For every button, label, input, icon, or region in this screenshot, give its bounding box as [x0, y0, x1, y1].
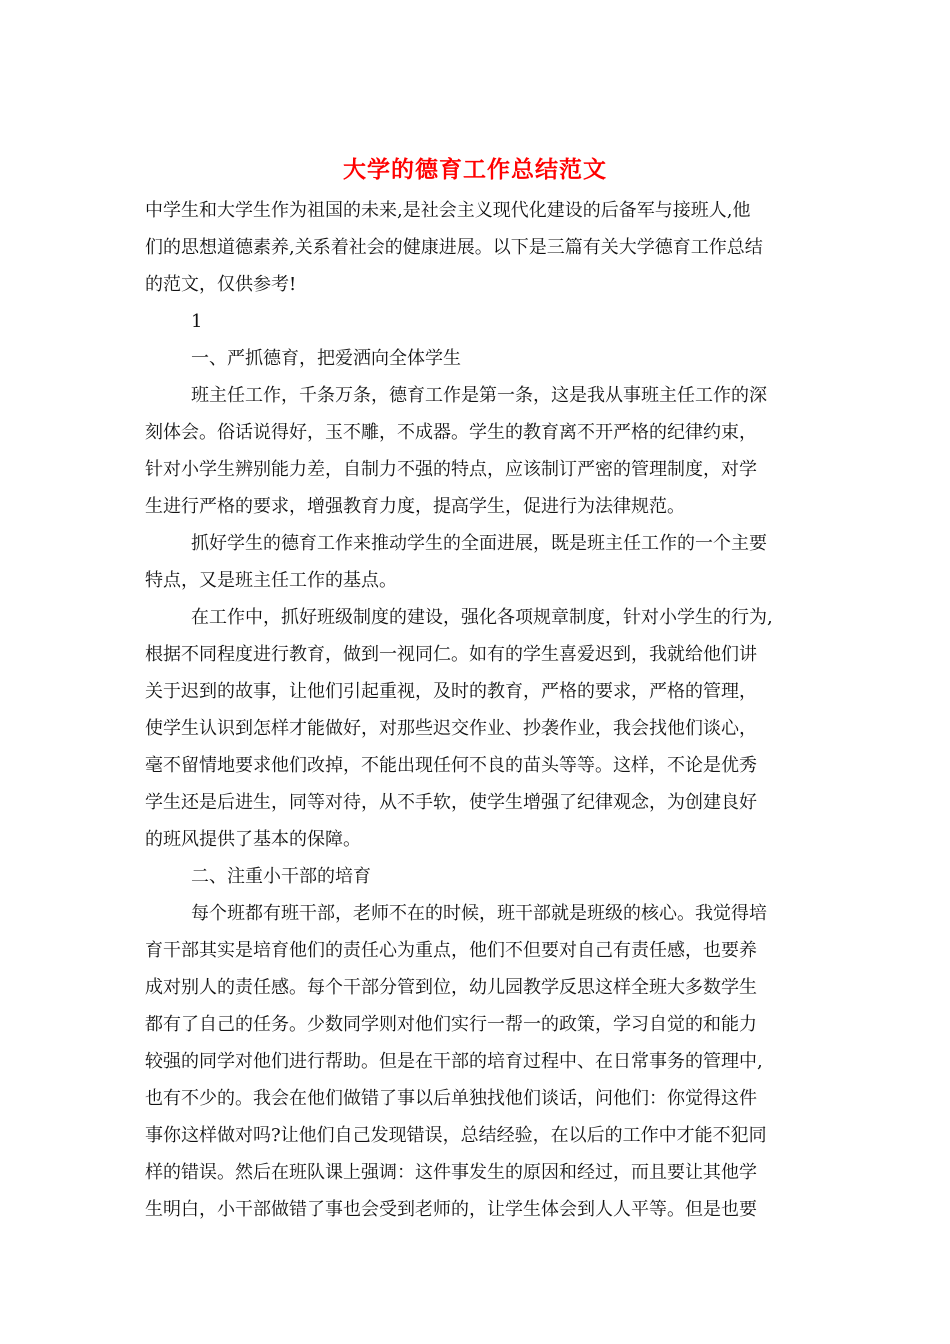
text-line: 一、严抓德育，把爱洒向全体学生 — [191, 348, 461, 369]
text-line: 都有了自己的任务。少数同学则对他们实行一帮一的政策，学习自觉的和能力 — [145, 1014, 757, 1035]
document-title: 大学的德育工作总结范文 — [343, 156, 607, 183]
text-line: 特点，又是班主任工作的基点。 — [145, 570, 397, 591]
text-line: 生明白，小干部做错了事也会受到老师的，让学生体会到人人平等。但是也要 — [145, 1199, 757, 1220]
text-line: 育干部其实是培育他们的责任心为重点，他们不但要对自己有责任感，也要养 — [145, 940, 757, 961]
text-line: 较强的同学对他们进行帮助。但是在干部的培育过程中、在日常事务的管理中, — [145, 1051, 763, 1072]
text-line: 1 — [191, 311, 203, 332]
text-line: 关于迟到的故事，让他们引起重视，及时的教育，严格的要求，严格的管理， — [145, 681, 757, 702]
text-line: 也有不少的。我会在他们做错了事以后单独找他们谈话，问他们：你觉得这件 — [145, 1088, 757, 1109]
text-line: 毫不留情地要求他们改掉，不能出现任何不良的苗头等等。这样，不论是优秀 — [145, 755, 757, 776]
text-line: 每个班都有班干部，老师不在的时候，班干部就是班级的核心。我觉得培 — [191, 903, 767, 924]
text-line: 成对别人的责任感。每个干部分管到位，幼儿园教学反思这样全班大多数学生 — [145, 977, 757, 998]
document-body — [145, 192, 815, 1228]
text-line: 的班风提供了基本的保障。 — [145, 829, 361, 850]
text-line: 二、注重小干部的培育 — [191, 866, 371, 887]
text-line: 针对小学生辨别能力差，自制力不强的特点，应该制订严密的管理制度，对学 — [145, 459, 757, 480]
text-line: 班主任工作，千条万条，德育工作是第一条，这是我从事班主任工作的深 — [191, 385, 767, 406]
text-line: 生进行严格的要求，增强教育力度，提高学生，促进行为法律规范。 — [145, 496, 685, 517]
text-line: 在工作中，抓好班级制度的建设，强化各项规章制度，针对小学生的行为, — [191, 607, 773, 628]
text-line: 抓好学生的德育工作来推动学生的全面进展，既是班主任工作的一个主要 — [191, 533, 767, 554]
text-line: 中学生和大学生作为祖国的未来,是社会主义现代化建设的后备军与接班人,他 — [145, 200, 751, 221]
text-line: 刻体会。俗话说得好，玉不雕，不成器。学生的教育离不开严格的纪律约束， — [145, 422, 757, 443]
text-line: 事你这样做对吗?让他们自己发现错误，总结经验，在以后的工作中才能不犯同 — [145, 1125, 767, 1146]
text-line: 们的思想道德素养,关系着社会的健康进展。以下是三篇有关大学德育工作总结 — [145, 237, 763, 258]
text-line: 根据不同程度进行教育，做到一视同仁。如有的学生喜爱迟到，我就给他们讲 — [145, 644, 757, 665]
text-line: 样的错误。然后在班队课上强调：这件事发生的原因和经过，而且要让其他学 — [145, 1162, 757, 1183]
text-line: 的范文，仅供参考! — [145, 274, 297, 295]
text-line: 学生还是后进生，同等对待，从不手软，使学生增强了纪律观念，为创建良好 — [145, 792, 757, 813]
text-line: 使学生认识到怎样才能做好，对那些迟交作业、抄袭作业，我会找他们谈心， — [145, 718, 757, 739]
